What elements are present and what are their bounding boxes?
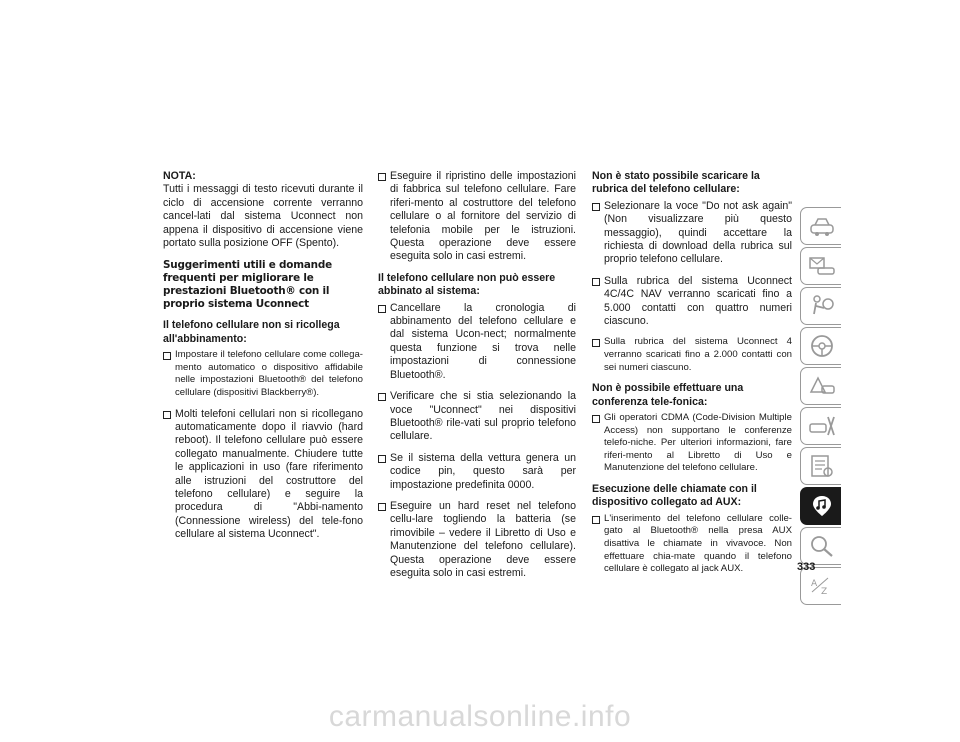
list-item: Eseguire un hard reset nel telefono cellu-lare togliendo la batteria (se rimovibile – vedere il Libretto di Uso e Manutenzione del telefono cellulare). Questa operazione deve essere eseguita solo in casi estremi. (378, 500, 576, 580)
bullet-list-pairing (378, 302, 576, 581)
checkbox-bullet-icon (592, 516, 600, 524)
steering-wheel-icon (808, 334, 836, 358)
checkbox-bullet-icon (592, 339, 600, 347)
checkbox-bullet-icon (378, 503, 386, 511)
tab-car-tools[interactable] (800, 407, 841, 445)
checkbox-bullet-icon (163, 352, 171, 360)
list-item: Selezionare la voce "Do not ask again" (Non visualizzare più questo messaggio), quindi accettare la richiesta di download della rubrica sul proprio telefono cellulare. (592, 200, 792, 267)
index-icon (808, 574, 836, 598)
column-left (163, 170, 363, 550)
list-item: Gli operatori CDMA (Code-Division Multiple Access) non supportano le conferenze telefo-niche. Per ulteriori informazioni, fare riferi-mento al Libretto di Uso e Manutenzione del telefono cellulare. (592, 412, 792, 475)
tab-car-mail[interactable] (800, 247, 841, 285)
checkbox-bullet-icon (378, 455, 386, 463)
tab-airbag[interactable] (800, 287, 841, 325)
svg-text:Z: Z (821, 587, 828, 597)
tab-search[interactable] (800, 527, 841, 565)
car-info-icon (808, 214, 836, 238)
list-item: Sulla rubrica del sistema Uconnect 4C/4C NAV verranno scaricati fino a 5.000 contatti con quattro numeri ciascuno. (592, 275, 792, 329)
checkbox-bullet-icon (592, 415, 600, 423)
bullet-list-phonebook (592, 200, 792, 374)
search-icon (808, 534, 836, 558)
checkbox-bullet-icon (378, 173, 386, 181)
warning-car-icon (808, 374, 836, 398)
list-item: L'inserimento del telefono cellulare colle-gato al Bluetooth® nella presa AUX disattiva le chiamate in vivavoce. Non effettuare chia-mate quando il telefono cellulare è collegato al jack AUX. (592, 513, 792, 576)
checkbox-bullet-icon (592, 278, 600, 286)
checkbox-bullet-icon (592, 203, 600, 211)
tab-steering[interactable] (800, 327, 841, 365)
multimedia-icon (808, 494, 836, 518)
airbag-icon (808, 294, 836, 318)
list-item: Molti telefoni cellulari non si ricollegano automaticamente dopo il riavvio (hard reboot). Il telefono cellulare può essere collegato manualmente. Chiudere tutte le applicazioni in uso (fare riferimento alle istruzioni del costruttore del telefono cellulare) e seguire la procedura di "Abbi-namento (Connessione wireless) del tele-fono cellulare al sistema Uconnect". (163, 408, 363, 542)
checkbox-bullet-icon (378, 305, 386, 313)
list-item: Sulla rubrica del sistema Uconnect 4 verranno scaricati fino a 2.000 contatti con sei numeri ciascuno. (592, 336, 792, 374)
subheading-phonebook: Non è stato possibile scaricare la rubrica del telefono cellulare: (592, 170, 760, 196)
list-item: Se il sistema della vettura genera un codice pin, questo sarà per impostazione predefinita 0000. (378, 452, 576, 492)
tab-specs[interactable] (800, 447, 841, 485)
svg-text:A: A (811, 579, 818, 589)
chapter-tabs (800, 207, 842, 607)
page-number: 333 (797, 561, 816, 573)
bullet-list-reset (378, 170, 576, 264)
subheading-aux: Esecuzione delle chiamate con il dispositivo collegato ad AUX: (592, 483, 757, 509)
tab-car-info[interactable] (800, 207, 841, 245)
list-item: Verificare che si stia selezionando la voce "Uconnect" nei dispositivi Bluetooth® rile-vati sul proprio telefono cellulare. (378, 390, 576, 444)
note-title: NOTA: (163, 170, 196, 182)
list-item: Eseguire il ripristino delle impostazioni di fabbrica sul telefono cellulare. Fare riferi-mento al costruttore del telefono cellulare o al fornitore del servizio di telefonia mobile per le istruzioni. Questa operazione deve essere eseguita solo in casi estremi. (378, 170, 576, 264)
tab-warning[interactable] (800, 367, 841, 405)
car-mail-icon (808, 254, 836, 278)
car-tools-icon (808, 414, 836, 438)
section-title: Suggerimenti utili e domande frequenti per migliorare le prestazioni Bluetooth® con il proprio sistema Uconnect (163, 259, 332, 311)
subheading-pairing: Il telefono cellulare non può essere abbinato al sistema: (378, 271, 556, 298)
subheading-reconnect: Il telefono cellulare non si ricollega all'abbinamento: (163, 319, 340, 345)
column-right (592, 170, 792, 584)
subheading-conference: Non è possibile effettuare una conferenza tele-fonica: (592, 382, 744, 408)
tab-multimedia[interactable] (800, 487, 841, 525)
bullet-list-reconnect (163, 349, 363, 541)
list-item: Impostare il telefono cellulare come collega-mento automatico o dispositivo affidabile nelle impostazioni Bluetooth® del telefono cellulare (dispositivi Blackberry®). (163, 349, 363, 399)
checkbox-bullet-icon (378, 393, 386, 401)
list-item: Cancellare la cronologia di abbinamento del telefono cellulare e dal sistema Ucon-nect; normalmente questa funzione si trova nelle impostazioni di connessione Bluetooth®. (378, 302, 576, 382)
specs-icon (808, 454, 836, 478)
bullet-list-aux (592, 513, 792, 576)
column-middle (378, 170, 576, 588)
footer-watermark: carmanualsonline.info (328, 700, 632, 733)
checkbox-bullet-icon (163, 411, 171, 419)
note-text: Tutti i messaggi di testo ricevuti durante il ciclo di accensione corrente verranno cancel-lati dal sistema Uconnect non appena il dispositivo di accensione viene portato sulla posizione OFF (Spento). (163, 183, 363, 250)
bullet-list-conference (592, 412, 792, 475)
